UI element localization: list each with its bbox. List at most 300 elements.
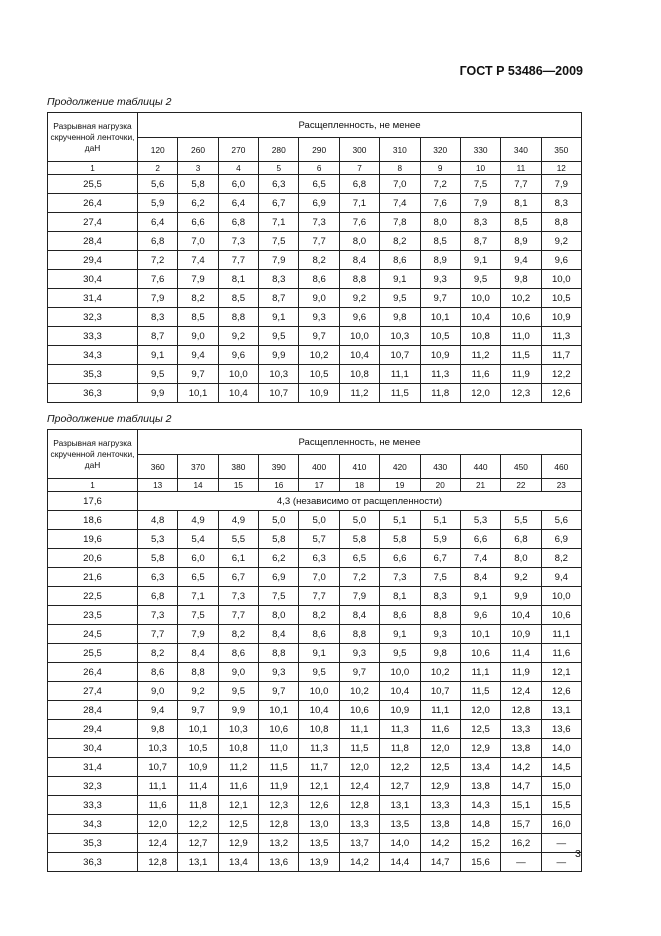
column-header-cell: 380: [218, 455, 258, 479]
value-cell: 6,7: [259, 194, 299, 213]
value-cell: 11,5: [501, 346, 541, 365]
load-cell: 19,6: [48, 530, 138, 549]
column-header-cell: 400: [299, 455, 339, 479]
value-cell: 6,0: [178, 549, 218, 568]
value-cell: 8,1: [501, 194, 541, 213]
column-number-cell: 1: [48, 162, 138, 175]
value-cell: 8,5: [501, 213, 541, 232]
table-row: [48, 568, 582, 587]
value-cell: —: [541, 853, 581, 872]
value-cell: 8,5: [420, 232, 460, 251]
load-cell: 27,4: [48, 213, 138, 232]
value-cell: 5,8: [339, 530, 379, 549]
value-cell: 8,1: [380, 587, 420, 606]
value-cell: 10,9: [380, 701, 420, 720]
column-number-cell: 5: [259, 162, 299, 175]
value-cell: 10,2: [420, 663, 460, 682]
column-number-cell: 11: [501, 162, 541, 175]
value-cell: 8,0: [420, 213, 460, 232]
table2-caption: Продолжение таблицы 2: [47, 413, 172, 425]
value-cell: 7,9: [178, 270, 218, 289]
row-header-cell: Разрывная нагрузка скрученной ленточки, даН: [48, 430, 138, 479]
value-cell: 15,2: [460, 834, 500, 853]
value-cell: 12,3: [259, 796, 299, 815]
value-cell: 13,4: [218, 853, 258, 872]
value-cell: 7,7: [299, 587, 339, 606]
load-cell: 27,4: [48, 682, 138, 701]
value-cell: 6,7: [218, 568, 258, 587]
value-cell: 11,7: [299, 758, 339, 777]
value-cell: 8,7: [138, 327, 178, 346]
table-row: [48, 701, 582, 720]
value-cell: 12,2: [178, 815, 218, 834]
column-number-cell: 19: [380, 479, 420, 492]
value-cell: 10,3: [138, 739, 178, 758]
value-cell: 9,4: [138, 701, 178, 720]
column-number-cell: 15: [218, 479, 258, 492]
value-cell: 9,5: [380, 289, 420, 308]
value-cell: 8,2: [178, 289, 218, 308]
column-number-cell: 17: [299, 479, 339, 492]
value-cell: 11,6: [541, 644, 581, 663]
value-cell: 11,2: [218, 758, 258, 777]
value-cell: 8,3: [460, 213, 500, 232]
column-header-cell: 300: [339, 138, 379, 162]
column-header-cell: 350: [541, 138, 581, 162]
value-cell: 6,4: [218, 194, 258, 213]
value-cell: 12,8: [259, 815, 299, 834]
value-cell: 12,4: [339, 777, 379, 796]
value-cell: 10,7: [420, 682, 460, 701]
value-cell: 7,7: [218, 606, 258, 625]
value-cell: 8,3: [420, 587, 460, 606]
column-header-cell: 450: [501, 455, 541, 479]
value-cell: 9,7: [178, 701, 218, 720]
load-cell: 26,4: [48, 194, 138, 213]
value-cell: 6,8: [501, 530, 541, 549]
value-cell: 11,3: [420, 365, 460, 384]
value-cell: 6,6: [460, 530, 500, 549]
group-header-cell: Расщепленность, не менее: [138, 430, 582, 455]
value-cell: 7,5: [178, 606, 218, 625]
value-cell: 7,4: [460, 549, 500, 568]
column-header-cell: 410: [339, 455, 379, 479]
value-cell: 7,2: [138, 251, 178, 270]
span-note-cell: 4,3 (независимо от расщепленности): [138, 492, 582, 511]
value-cell: 11,6: [420, 720, 460, 739]
value-cell: 11,1: [339, 720, 379, 739]
value-cell: 11,3: [380, 720, 420, 739]
column-header-cell: 420: [380, 455, 420, 479]
value-cell: 7,7: [218, 251, 258, 270]
value-cell: 5,3: [460, 511, 500, 530]
value-cell: 10,8: [339, 365, 379, 384]
value-cell: 11,9: [501, 663, 541, 682]
value-cell: 9,2: [541, 232, 581, 251]
table-row: [48, 549, 582, 568]
value-cell: 12,6: [299, 796, 339, 815]
value-cell: 8,6: [138, 663, 178, 682]
value-cell: 9,1: [380, 270, 420, 289]
value-cell: 9,9: [218, 701, 258, 720]
value-cell: 9,8: [501, 270, 541, 289]
value-cell: 9,1: [299, 644, 339, 663]
value-cell: 9,1: [460, 587, 500, 606]
value-cell: 9,3: [259, 663, 299, 682]
load-cell: 31,4: [48, 758, 138, 777]
table-row: [48, 587, 582, 606]
value-cell: 11,0: [259, 739, 299, 758]
value-cell: 8,8: [339, 625, 379, 644]
value-cell: 11,7: [541, 346, 581, 365]
value-cell: 8,6: [380, 251, 420, 270]
value-cell: 10,8: [299, 720, 339, 739]
value-cell: 8,3: [541, 194, 581, 213]
load-cell: 32,3: [48, 308, 138, 327]
value-cell: 4,9: [178, 511, 218, 530]
table-row: [48, 511, 582, 530]
value-cell: 10,7: [259, 384, 299, 403]
column-number-cell: 13: [138, 479, 178, 492]
value-cell: 15,0: [541, 777, 581, 796]
value-cell: 8,8: [218, 308, 258, 327]
value-cell: 8,2: [299, 251, 339, 270]
value-cell: 13,6: [541, 720, 581, 739]
value-cell: 9,4: [501, 251, 541, 270]
value-cell: 11,5: [460, 682, 500, 701]
load-cell: 31,4: [48, 289, 138, 308]
value-cell: 10,2: [501, 289, 541, 308]
value-cell: 11,4: [178, 777, 218, 796]
value-cell: 10,9: [420, 346, 460, 365]
value-cell: 14,8: [460, 815, 500, 834]
value-cell: 7,4: [178, 251, 218, 270]
value-cell: 5,6: [138, 175, 178, 194]
value-cell: 8,8: [420, 606, 460, 625]
value-cell: 11,2: [460, 346, 500, 365]
value-cell: 7,3: [380, 568, 420, 587]
load-cell: 17,6: [48, 492, 138, 511]
value-cell: 7,7: [299, 232, 339, 251]
value-cell: 9,5: [380, 644, 420, 663]
value-cell: 10,9: [501, 625, 541, 644]
column-number-cell: 10: [460, 162, 500, 175]
value-cell: 8,6: [380, 606, 420, 625]
value-cell: 10,8: [218, 739, 258, 758]
table2: [47, 429, 582, 872]
value-cell: 8,0: [339, 232, 379, 251]
value-cell: 8,9: [501, 232, 541, 251]
value-cell: 11,3: [541, 327, 581, 346]
value-cell: 5,5: [218, 530, 258, 549]
value-cell: 12,7: [178, 834, 218, 853]
value-cell: 8,0: [501, 549, 541, 568]
value-cell: 8,8: [541, 213, 581, 232]
value-cell: 8,5: [218, 289, 258, 308]
value-cell: 10,0: [380, 663, 420, 682]
value-cell: 8,6: [299, 270, 339, 289]
value-cell: 6,6: [178, 213, 218, 232]
header-row: [48, 430, 582, 455]
value-cell: 7,3: [218, 587, 258, 606]
value-cell: 11,8: [420, 384, 460, 403]
table-row: [48, 270, 582, 289]
value-cell: 13,5: [380, 815, 420, 834]
load-cell: 34,3: [48, 346, 138, 365]
value-cell: 7,5: [420, 568, 460, 587]
value-cell: 15,6: [460, 853, 500, 872]
value-cell: 7,6: [138, 270, 178, 289]
value-cell: 7,0: [380, 175, 420, 194]
table-row: [48, 232, 582, 251]
value-cell: —: [541, 834, 581, 853]
value-cell: 5,1: [380, 511, 420, 530]
column-header-cell: 460: [541, 455, 581, 479]
value-cell: 12,7: [380, 777, 420, 796]
column-header-cell: 330: [460, 138, 500, 162]
value-cell: 11,1: [420, 701, 460, 720]
table-row: [48, 720, 582, 739]
value-cell: 10,1: [460, 625, 500, 644]
value-cell: 9,0: [299, 289, 339, 308]
value-cell: 10,0: [299, 682, 339, 701]
table-row: [48, 663, 582, 682]
column-header-cell: 310: [380, 138, 420, 162]
value-cell: 9,4: [541, 568, 581, 587]
value-cell: 10,3: [218, 720, 258, 739]
value-cell: 8,1: [218, 270, 258, 289]
value-cell: 13,3: [339, 815, 379, 834]
table-row: [48, 194, 582, 213]
value-cell: 9,5: [218, 682, 258, 701]
column-number-cell: 6: [299, 162, 339, 175]
load-cell: 36,3: [48, 384, 138, 403]
value-cell: 7,5: [259, 232, 299, 251]
value-cell: 6,3: [138, 568, 178, 587]
value-cell: 10,5: [299, 365, 339, 384]
value-cell: 10,5: [178, 739, 218, 758]
value-cell: 9,6: [218, 346, 258, 365]
load-cell: 35,3: [48, 834, 138, 853]
row-header-cell: Разрывная нагрузка скрученной ленточки, даН: [48, 113, 138, 162]
column-number-cell: 4: [218, 162, 258, 175]
column-header-cell: 290: [299, 138, 339, 162]
load-cell: 32,3: [48, 777, 138, 796]
value-cell: 8,4: [339, 606, 379, 625]
load-cell: 25,5: [48, 175, 138, 194]
load-cell: 35,3: [48, 365, 138, 384]
load-cell: 25,5: [48, 644, 138, 663]
value-cell: 11,3: [299, 739, 339, 758]
table-row: [48, 175, 582, 194]
value-cell: 13,3: [420, 796, 460, 815]
load-cell: 29,4: [48, 251, 138, 270]
value-cell: 7,8: [380, 213, 420, 232]
value-cell: 12,9: [420, 777, 460, 796]
value-cell: 15,7: [501, 815, 541, 834]
value-cell: 10,9: [541, 308, 581, 327]
value-cell: 10,6: [460, 644, 500, 663]
load-cell: 36,3: [48, 853, 138, 872]
value-cell: 9,5: [460, 270, 500, 289]
document-header: ГОСТ Р 53486—2009: [459, 64, 583, 78]
value-cell: 9,1: [460, 251, 500, 270]
value-cell: 11,5: [259, 758, 299, 777]
column-number-cell: 18: [339, 479, 379, 492]
value-cell: 11,0: [501, 327, 541, 346]
table-row: [48, 682, 582, 701]
value-cell: 8,2: [218, 625, 258, 644]
value-cell: 8,2: [138, 644, 178, 663]
value-cell: 13,1: [541, 701, 581, 720]
value-cell: 7,7: [138, 625, 178, 644]
value-cell: 10,2: [299, 346, 339, 365]
value-cell: 7,9: [259, 251, 299, 270]
value-cell: 10,8: [460, 327, 500, 346]
value-cell: 5,8: [178, 175, 218, 194]
value-cell: 10,3: [380, 327, 420, 346]
value-cell: 13,1: [178, 853, 218, 872]
value-cell: 8,9: [420, 251, 460, 270]
value-cell: 13,5: [299, 834, 339, 853]
value-cell: 7,6: [420, 194, 460, 213]
load-cell: 24,5: [48, 625, 138, 644]
value-cell: 11,9: [259, 777, 299, 796]
column-number-cell: 21: [460, 479, 500, 492]
column-header-cell: 120: [138, 138, 178, 162]
column-number-cell: 3: [178, 162, 218, 175]
table-row: [48, 365, 582, 384]
value-cell: 6,4: [138, 213, 178, 232]
value-cell: 6,7: [420, 549, 460, 568]
column-number-row: [48, 162, 582, 175]
value-cell: 10,6: [259, 720, 299, 739]
value-cell: 6,0: [218, 175, 258, 194]
value-cell: 10,0: [339, 327, 379, 346]
column-number-cell: 9: [420, 162, 460, 175]
value-cell: 7,6: [339, 213, 379, 232]
value-cell: 10,6: [541, 606, 581, 625]
load-cell: 33,3: [48, 327, 138, 346]
value-cell: 8,5: [178, 308, 218, 327]
value-cell: 7,0: [178, 232, 218, 251]
table-row: [48, 834, 582, 853]
value-cell: 7,4: [380, 194, 420, 213]
table-row: [48, 213, 582, 232]
value-cell: 12,8: [138, 853, 178, 872]
value-cell: 7,9: [541, 175, 581, 194]
value-cell: 5,0: [339, 511, 379, 530]
column-header-cell: 280: [259, 138, 299, 162]
value-cell: 8,4: [339, 251, 379, 270]
value-cell: 10,1: [178, 720, 218, 739]
value-cell: 12,1: [299, 777, 339, 796]
column-number-cell: 2: [138, 162, 178, 175]
table-row: [48, 758, 582, 777]
value-cell: 10,6: [501, 308, 541, 327]
column-header-cell: 340: [501, 138, 541, 162]
value-cell: 14,4: [380, 853, 420, 872]
page-number: 3: [575, 848, 581, 860]
value-cell: 11,1: [380, 365, 420, 384]
value-cell: 4,9: [218, 511, 258, 530]
column-header-cell: 370: [178, 455, 218, 479]
load-cell: 18,6: [48, 511, 138, 530]
load-cell: 21,6: [48, 568, 138, 587]
value-cell: 7,3: [218, 232, 258, 251]
table-row: [48, 327, 582, 346]
value-cell: 10,4: [218, 384, 258, 403]
value-cell: 9,0: [178, 327, 218, 346]
value-cell: 5,8: [138, 549, 178, 568]
value-cell: 14,7: [420, 853, 460, 872]
table1-caption: Продолжение таблицы 2: [47, 96, 172, 108]
value-cell: 5,0: [299, 511, 339, 530]
value-cell: 13,4: [460, 758, 500, 777]
value-cell: 6,2: [178, 194, 218, 213]
table-row: [48, 644, 582, 663]
value-cell: 12,0: [460, 701, 500, 720]
value-cell: 15,1: [501, 796, 541, 815]
value-cell: 7,3: [138, 606, 178, 625]
value-cell: 11,6: [460, 365, 500, 384]
value-cell: 16,0: [541, 815, 581, 834]
column-number-cell: 12: [541, 162, 581, 175]
load-cell: 22,5: [48, 587, 138, 606]
value-cell: 6,3: [259, 175, 299, 194]
value-cell: 6,9: [541, 530, 581, 549]
table-row: [48, 796, 582, 815]
load-cell: 28,4: [48, 232, 138, 251]
value-cell: 11,5: [339, 739, 379, 758]
value-cell: 13,2: [259, 834, 299, 853]
value-cell: 10,7: [380, 346, 420, 365]
column-number-row: [48, 479, 582, 492]
load-cell: 23,5: [48, 606, 138, 625]
table-row: [48, 289, 582, 308]
value-cell: 14,0: [541, 739, 581, 758]
value-cell: 11,1: [541, 625, 581, 644]
load-cell: 30,4: [48, 270, 138, 289]
value-cell: 10,9: [178, 758, 218, 777]
value-cell: 7,2: [339, 568, 379, 587]
value-cell: 6,3: [299, 549, 339, 568]
value-cell: 12,5: [420, 758, 460, 777]
column-header-cell: 260: [178, 138, 218, 162]
value-cell: 14,2: [420, 834, 460, 853]
value-cell: 9,0: [218, 663, 258, 682]
value-cell: 6,2: [259, 549, 299, 568]
value-cell: 6,8: [138, 232, 178, 251]
value-cell: 14,2: [501, 758, 541, 777]
value-cell: 14,5: [541, 758, 581, 777]
value-cell: 12,8: [339, 796, 379, 815]
header-row: [48, 113, 582, 138]
value-cell: 10,4: [501, 606, 541, 625]
column-number-cell: 23: [541, 479, 581, 492]
column-header-cell: 430: [420, 455, 460, 479]
value-cell: 9,2: [501, 568, 541, 587]
value-cell: 9,6: [460, 606, 500, 625]
value-cell: 8,0: [259, 606, 299, 625]
value-cell: 12,1: [218, 796, 258, 815]
value-cell: 13,6: [259, 853, 299, 872]
table-row: [48, 625, 582, 644]
column-number-cell: 22: [501, 479, 541, 492]
value-cell: 6,1: [218, 549, 258, 568]
value-cell: 8,4: [460, 568, 500, 587]
value-cell: 9,1: [380, 625, 420, 644]
